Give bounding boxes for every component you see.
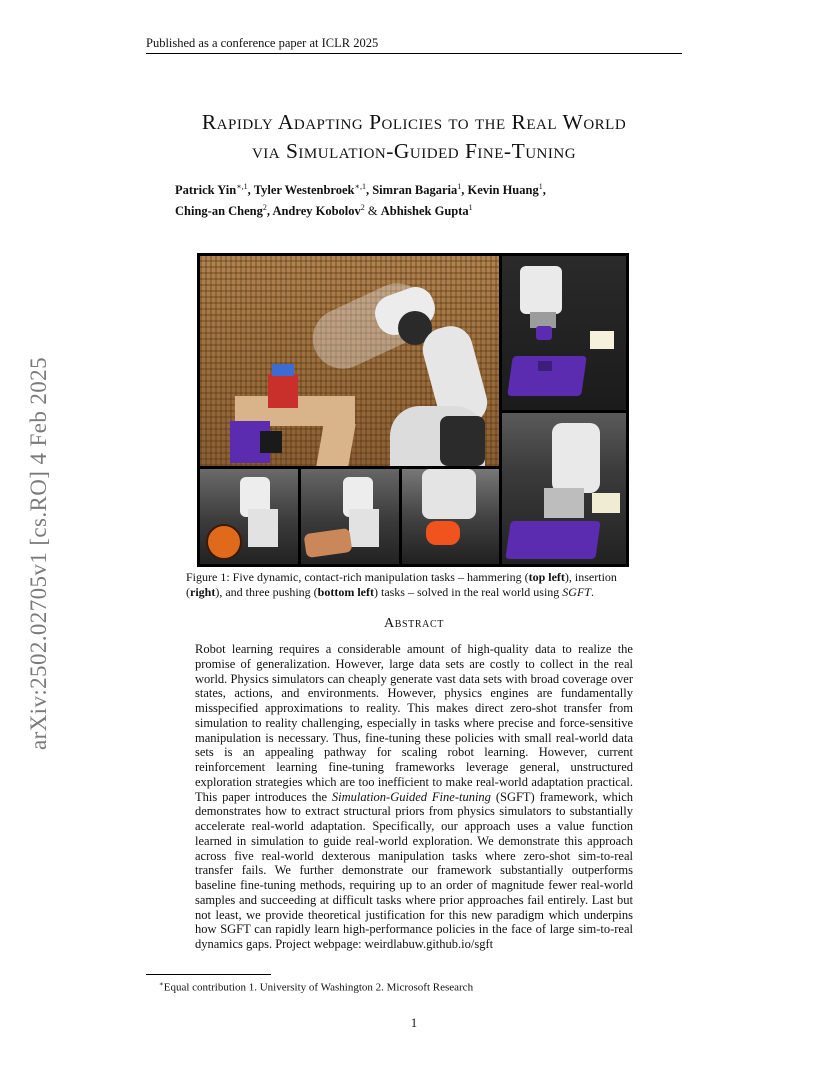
- caption-text: ), and three pushing (: [215, 585, 318, 599]
- caption-label: Figure 1:: [186, 570, 230, 584]
- towel-object: [304, 528, 353, 558]
- running-header: Published as a conference paper at ICLR 2025: [146, 36, 379, 50]
- figure-1-caption: [186, 570, 644, 600]
- header-rule: [146, 53, 682, 54]
- author-separator: &: [364, 204, 381, 219]
- caption-text: Five dynamic, contact-rich manipulation tasks – hammering (: [229, 570, 529, 584]
- author-affiliation: 2: [360, 203, 365, 213]
- marker-tag: [592, 493, 620, 513]
- footnote: [159, 977, 679, 995]
- author-list: [175, 178, 695, 220]
- author-separator: ,: [365, 183, 373, 198]
- robot-gripper: [422, 469, 476, 519]
- push-task-basketball-photo: [200, 469, 298, 564]
- footnote-rule: [146, 974, 271, 975]
- peg-purple: [536, 326, 552, 340]
- wooden-stand-leg: [316, 424, 355, 466]
- arxiv-identifier-stamp: arXiv:2502.02705v1 [cs.RO] 4 Feb 2025: [26, 357, 51, 750]
- caption-italic: SGFT: [562, 585, 591, 599]
- author-name: Patrick Yin: [175, 183, 237, 198]
- push-task-towel-photo: [301, 469, 399, 564]
- author-separator: ,: [247, 183, 254, 198]
- abstract-text: Robot learning requires a considerable amount of high-quality data to realize the promise of generalization. However, large data sets are costly to collect in the real world. Physics simulators can cheaply generate vast data sets with broad coverage over states, actions, and environments. However, physics engines are fundamentally misspecified approximations to reality. This makes direct zero-shot transfer from simulation to reality challenging, especially in tasks where precise and force-sensitive manipulation is necessary. Thus, fine-tuning these policies with small real-world data sets is an appealing pathway for scaling robot learning. However, current reinforcement learning fine-tuning frameworks leverage general, unstructured exploration strategies which are too inefficient to make real-world adaptation practical. This paper introduces the: [195, 642, 633, 804]
- orange-puck: [426, 521, 460, 545]
- footnote-marker: ∗: [159, 980, 164, 988]
- author-affiliation: 1: [457, 182, 462, 191]
- gripper-fingers: [544, 488, 584, 518]
- hammering-task-photo: [200, 256, 499, 466]
- title-line-2: via Simulation-Guided Fine-Tuning: [251, 139, 577, 163]
- robot-arm: [552, 423, 600, 493]
- marker-tag: [590, 331, 614, 349]
- page-number: 1: [410, 1016, 418, 1030]
- caption-text: ), insertion (: [186, 570, 617, 599]
- insertion-box: [505, 521, 600, 559]
- author-affiliation: 2: [262, 203, 267, 213]
- nail-block-top: [272, 364, 294, 376]
- author-separator: ,: [266, 204, 273, 219]
- author-affiliation: 1: [538, 182, 543, 191]
- caption-text: ) tasks – solved in the real world using: [373, 585, 563, 599]
- author-separator: ,: [542, 183, 546, 198]
- abstract-body: [195, 642, 633, 952]
- abstract-italic: Simulation-Guided Fine-tuning: [331, 789, 491, 804]
- robot-base-shadow: [440, 416, 485, 466]
- pusher-tool: [248, 509, 278, 547]
- author-affiliation: ∗,1: [236, 182, 248, 191]
- author-line-1: [175, 178, 695, 199]
- author-name: Tyler Westenbroek: [253, 183, 355, 198]
- gripper-body: [520, 266, 562, 314]
- caption-text: .: [590, 585, 594, 599]
- caption-bold: bottom left: [317, 585, 374, 599]
- author-name: Kevin Huang: [467, 183, 539, 198]
- figure-1-collage: [197, 253, 629, 567]
- author-name: Ching-an Cheng: [175, 204, 263, 219]
- abstract-text: (SGFT) framework, which demonstrates how to extract structural priors from physics simulators to substantially accelerate real-world adaptation. Specifically, our approach uses a value function learned in simulation to guide real-world exploration. We demonstrate this approach across five real-world dexterous manipulation tasks where zero-shot sim-to-real transfer fails. We further demonstrate our framework substantially outperforms baseline fine-tuning methods, requiring up to an order of magnitude fewer real-world samples and succeeding at difficult tasks where prior approaches fail entirely. Last but not least, we provide theoretical justification for this new paradigm which underpins how SGFT can rapidly learn high-performance policies in the face of large sim-to-real dynamics gaps. Project webpage: weirdlabuw.github.io/sgft: [195, 789, 634, 951]
- pusher-tool: [349, 509, 379, 547]
- caption-bold: top left: [528, 570, 565, 584]
- insertion-hole: [538, 361, 552, 371]
- insertion-task-photo-bottom: [502, 413, 626, 564]
- author-affiliation: ∗,1: [354, 182, 366, 191]
- abstract-heading: Abstract: [384, 616, 444, 631]
- author-separator: ,: [461, 183, 468, 198]
- nail-block-red: [268, 374, 298, 408]
- author-name: Simran Bagaria: [372, 183, 458, 198]
- author-name: Andrey Kobolov: [272, 204, 361, 219]
- insertion-task-photo-top: [502, 256, 626, 410]
- basketball: [206, 524, 242, 560]
- black-clamp: [260, 431, 282, 453]
- caption-bold: right: [190, 585, 216, 599]
- paper-title: [100, 108, 728, 166]
- author-affiliation: 1: [468, 203, 473, 213]
- author-name: Abhishek Gupta: [380, 204, 469, 219]
- title-line-1: Rapidly Adapting Policies to the Real World: [201, 110, 627, 134]
- push-task-puck-photo: [402, 469, 499, 564]
- author-line-2: [175, 199, 695, 220]
- footnote-text: Equal contribution 1. University of Washington 2. Microsoft Research: [163, 981, 474, 994]
